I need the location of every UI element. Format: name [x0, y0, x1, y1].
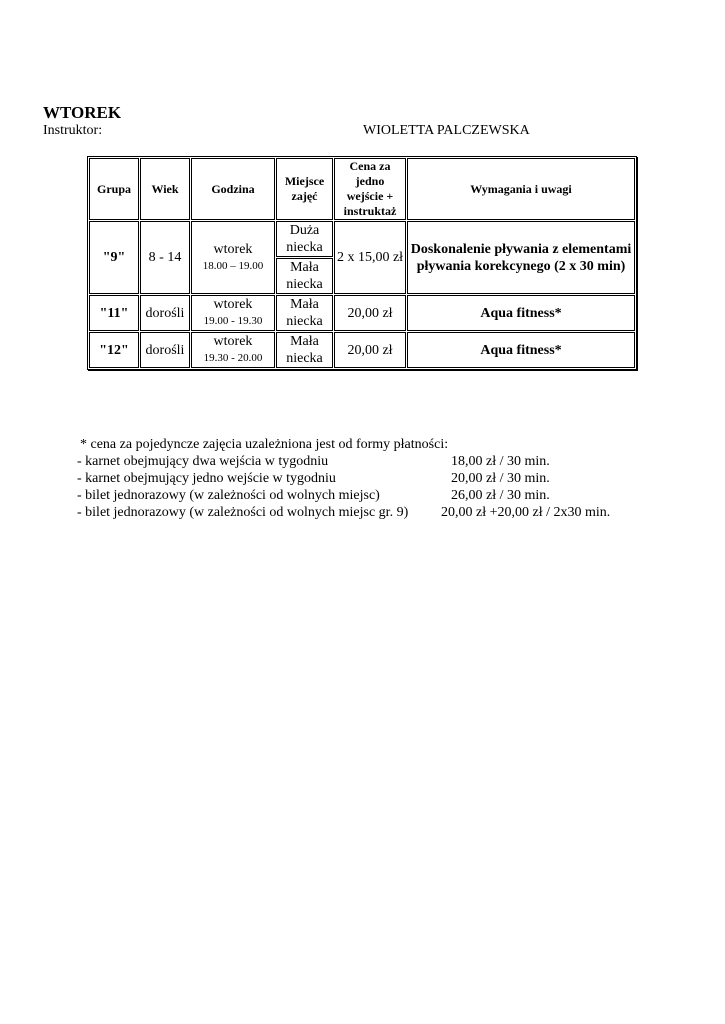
note-label: - karnet obejmujący jedno wejście w tygodniu [77, 471, 336, 486]
time-cell [191, 295, 275, 331]
header-notes: Wymagania i uwagi [407, 158, 635, 220]
price-cell: 2 x 15,00 zł [334, 221, 406, 294]
place-cell: Duża niecka [276, 221, 333, 257]
table-row [89, 332, 635, 368]
notes-intro: * cena za pojedyncze zajęcia uzależniona jest od formy płatności: [80, 437, 449, 452]
table-row [89, 295, 635, 331]
notes-cell: Aqua fitness* [407, 332, 635, 368]
header-price: Cena za jedno wejście + instruktaż [334, 158, 406, 220]
note-price: 18,00 zł / 30 min. [451, 454, 550, 469]
note-label: - bilet jednorazowy (w zależności od wolnych miejsc gr. 9) [77, 505, 409, 520]
schedule-table [87, 156, 637, 370]
payment-notes [77, 436, 611, 521]
time-cell [191, 332, 275, 368]
day-text: wtorek [213, 334, 253, 349]
header-time: Godzina [191, 158, 275, 220]
price-cell: 20,00 zł [334, 295, 406, 331]
place-cell: Mała niecka [276, 295, 333, 331]
price-cell: 20,00 zł [334, 332, 406, 368]
table-row [89, 221, 635, 257]
day-text: wtorek [213, 297, 253, 312]
header-place: Miejsce zajęć [276, 158, 333, 220]
day-title: WTOREK [43, 103, 122, 122]
instructor-label: Instruktor: [43, 123, 103, 138]
age-cell: 8 - 14 [140, 221, 190, 294]
note-label: - bilet jednorazowy (w zależności od wolnych miejsc) [77, 488, 380, 503]
table-header-row [89, 158, 635, 220]
instructor-name: WIOLETTA PALCZEWSKA [363, 123, 530, 138]
list-item [77, 470, 550, 487]
note-price: 26,00 zł / 30 min. [451, 488, 550, 503]
time-text: 19.30 - 20.00 [203, 352, 263, 364]
place-cell: Mała niecka [276, 332, 333, 368]
group-cell: "11" [89, 295, 139, 331]
notes-cell: Aqua fitness* [407, 295, 635, 331]
list-item [77, 453, 550, 470]
day-text: wtorek [213, 241, 253, 257]
header-age: Wiek [140, 158, 190, 220]
time-text: 19.00 - 19.30 [203, 315, 263, 327]
group-cell: "12" [89, 332, 139, 368]
notes-cell: Doskonalenie pływania z elementami pływania korekcynego (2 x 30 min) [407, 221, 635, 294]
note-label: - karnet obejmujący dwa wejścia w tygodniu [77, 454, 329, 469]
age-cell: dorośli [140, 295, 190, 331]
header-group: Grupa [89, 158, 139, 220]
list-item [77, 487, 550, 504]
note-price: 20,00 zł +20,00 zł / 2x30 min. [441, 505, 611, 520]
group-cell: "9" [89, 221, 139, 294]
time-cell [191, 221, 275, 294]
time-text: 18.00 – 19.00 [202, 259, 264, 272]
place-cell: Mała niecka [276, 258, 333, 294]
age-cell: dorośli [140, 332, 190, 368]
note-price: 20,00 zł / 30 min. [451, 471, 550, 486]
list-item [77, 504, 611, 521]
